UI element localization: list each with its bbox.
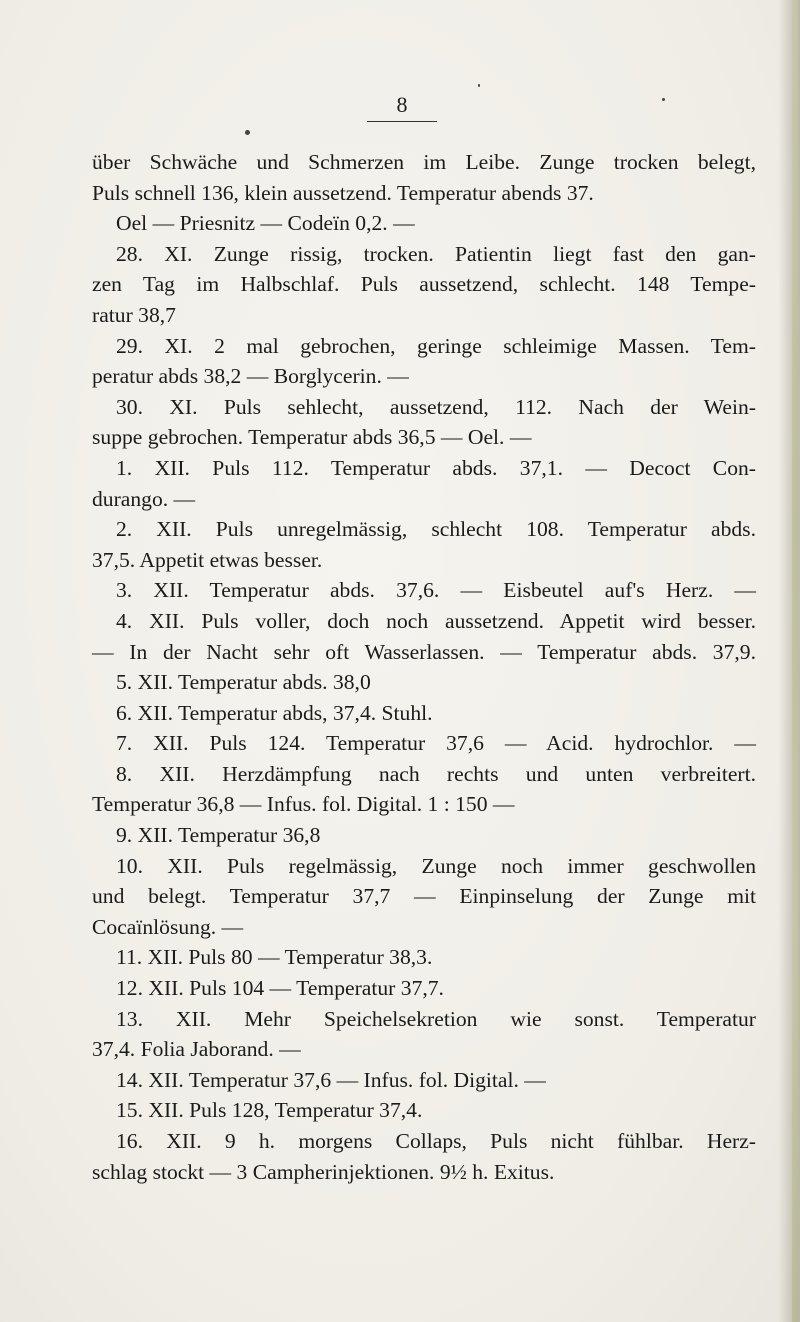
ink-speck: [662, 98, 665, 101]
body-text: [92, 147, 756, 1187]
text-line: 14. XII. Temperatur 37,6 — Infus. fol. Digital. —: [116, 1067, 546, 1092]
text-line: 6. XII. Temperatur abds, 37,4. Stuhl.: [116, 700, 433, 725]
text-line: 5. XII. Temperatur abds. 38,0: [116, 670, 371, 695]
ink-speck: [245, 130, 250, 135]
text-line: 9. XII. Temperatur 36,8: [116, 823, 321, 848]
text-line: schlag stockt — 3 Campherinjektionen. 9½ h. Exitus.: [92, 1159, 555, 1184]
text-line: 37,4. Folia Jaborand. —: [92, 1037, 301, 1062]
text-line: und belegt. Temperatur 37,7 — Einpinselung der Zunge mit: [92, 884, 756, 909]
text-line: Cocaïnlösung. —: [92, 914, 244, 939]
text-line: peratur abds 38,2 — Borglycerin. —: [92, 364, 409, 389]
text-line: 30. XI. Puls sehlecht, aussetzend, 112. Nach der Wein-: [116, 394, 756, 419]
text-line: über Schwäche und Schmerzen im Leibe. Zunge trocken belegt,: [92, 150, 756, 174]
text-line: Temperatur 36,8 — Infus. fol. Digital. 1 : 150 —: [92, 792, 515, 817]
text-line: 12. XII. Puls 104 — Temperatur 37,7.: [116, 976, 444, 1001]
text-line: 37,5. Appetit etwas besser.: [92, 547, 323, 572]
text-line: 16. XII. 9 h. morgens Collaps, Puls nicht fühlbar. Herz-: [116, 1129, 756, 1153]
text-line: 29. XI. 2 mal gebrochen, geringe schleimige Massen. Tem-: [116, 333, 756, 358]
text-line: 2. XII. Puls unregelmässig, schlecht 108. Temperatur abds.: [116, 517, 756, 542]
text-line: durango. —: [92, 486, 196, 511]
text-line: Oel — Priesnitz — Codeïn 0,2. —: [116, 211, 415, 236]
text-line: 8. XII. Herzdämpfung nach rechts und unten verbreitert.: [116, 761, 756, 786]
text-line: 10. XII. Puls regelmässig, Zunge noch immer geschwollen: [116, 853, 756, 878]
text-line: 11. XII. Puls 80 — Temperatur 38,3.: [116, 945, 433, 970]
text-line: suppe gebrochen. Temperatur abds 36,5 — Oel. —: [92, 425, 532, 450]
text-line: 15. XII. Puls 128, Temperatur 37,4.: [116, 1098, 423, 1123]
text-line: 7. XII. Puls 124. Temperatur 37,6 — Acid. hydrochlor. —: [116, 731, 756, 756]
page-number: 8: [367, 92, 437, 122]
text-line: 1. XII. Puls 112. Temperatur abds. 37,1. — Decoct Con-: [116, 455, 756, 480]
text-line: 13. XII. Mehr Speichelsekretion wie sonst. Temperatur: [116, 1006, 756, 1031]
text-line: 4. XII. Puls voller, doch noch aussetzend. Appetit wird besser.: [116, 608, 756, 633]
binding-strip: [792, 0, 798, 1322]
text-line: zen Tag im Halbschlaf. Puls aussetzend, schlecht. 148 Tempe-: [92, 272, 756, 297]
page-edge-shadow: [778, 0, 800, 1322]
text-line: Puls schnell 136, klein aussetzend. Temperatur abends 37.: [92, 180, 594, 205]
ink-speck: [478, 84, 480, 87]
text-line: 28. XI. Zunge rissig, trocken. Patientin liegt fast den gan-: [116, 241, 756, 266]
text-line: 3. XII. Temperatur abds. 37,6. — Eisbeutel auf's Herz. —: [116, 578, 756, 603]
text-line: — In der Nacht sehr oft Wasserlassen. — Temperatur abds. 37,9.: [92, 639, 756, 664]
text-line: ratur 38,7: [92, 302, 176, 327]
